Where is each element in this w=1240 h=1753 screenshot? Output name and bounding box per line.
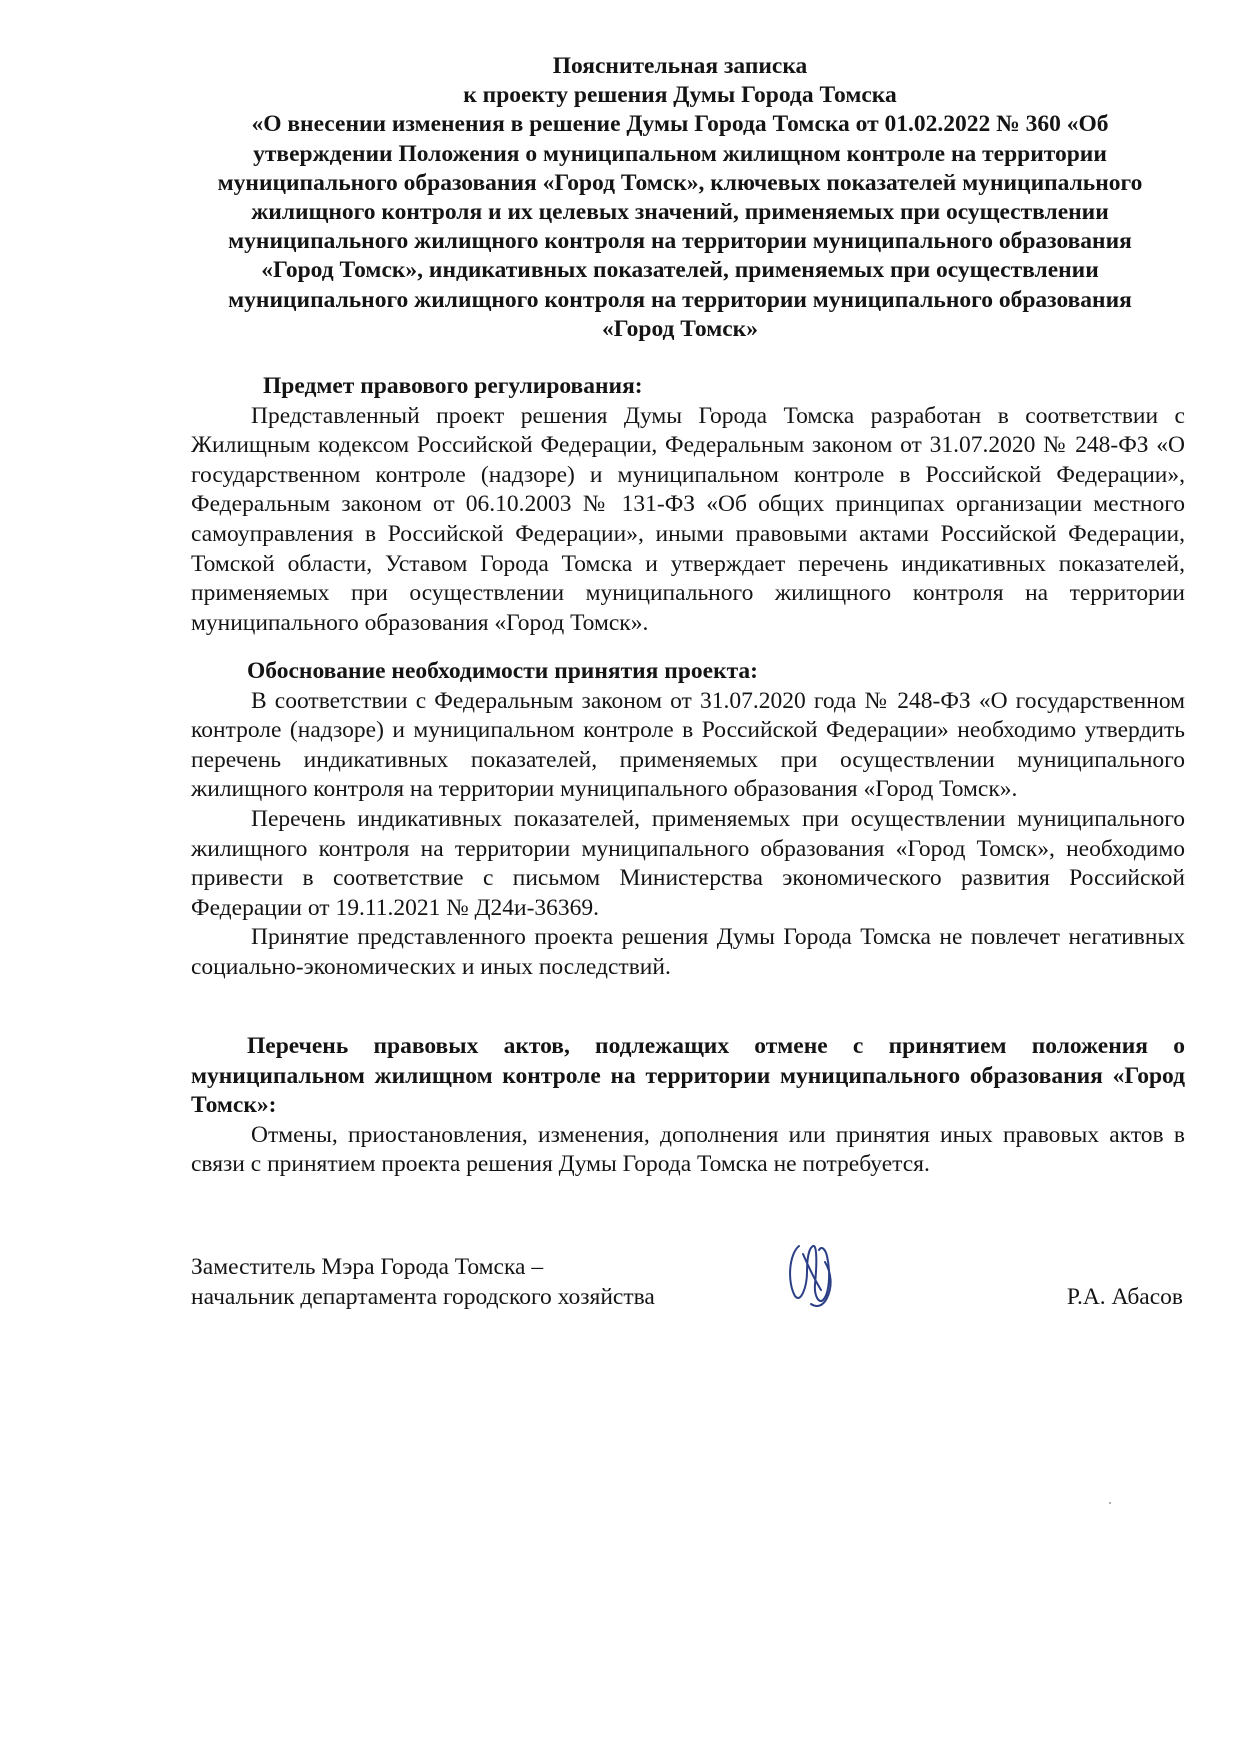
title-line: Пояснительная записка (552, 53, 808, 79)
title-line: «Город Томск», индикативных показателей, применяемых при осуществлении (261, 257, 1099, 284)
title-line: «О внесении изменения в решение Думы Города Томска от 01.02.2022 № 360 «Об (251, 111, 1109, 138)
section-heading: Обоснование необходимости принятия проекта: (247, 658, 759, 684)
title-line: к проекту решения Думы Города Томска (463, 82, 897, 109)
section-subject (191, 372, 1185, 638)
signature-block (191, 1252, 1185, 1332)
title-line: муниципального жилищного контроля на территории муниципального образования (228, 286, 1132, 313)
paragraph: Представленный проект решения Думы Города Томска разработан в соответствии с Жилищным кодексом Российской Федерации, Федеральным законом от 31.07.2020 № 248-ФЗ «О государственном контроле (надзоре) и муниципальном контроле в Российской Федерации», Федеральным законом от 06.10.2003 № 131-ФЗ «Об общих принципах организации местного самоуправления в Российской Федерации», иными правовыми актами Российской Федерации, Томской области, Уставом Города Томска и утверждает перечень индикативных показателей, применяемых при осуществлении муниципального жилищного контроля на территории муниципального образования «Город Томск». (191, 402, 1185, 636)
section-heading: Перечень правовых актов, подлежащих отмене с принятием положения о муниципальном жилищном контроле на территории муниципального образования «Город Томск»: (191, 1033, 1185, 1119)
paragraph: Перечень индикативных показателей, применяемых при осуществлении муниципального жилищного контроля на территории муниципального образования «Город Томск», необходимо привести в соответствие с письмом Министерства экономического развития Российской Федерации от 19.11.2021 № Д24и-36369. (191, 805, 1185, 921)
signatory-position (191, 1252, 751, 1312)
paragraph: В соответствии с Федеральным законом от 31.07.2020 года № 248-ФЗ «О государственном контроле (надзоре) и муниципальном контроле в Российской Федерации» необходимо утвердить перечень индикативных показателей, применяемых при осуществлении муниципального жилищного контроля на территории муниципального образования «Город Томск». (191, 687, 1185, 803)
title-line: «Город Томск» (602, 315, 758, 342)
title-line: утверждении Положения о муниципальном жилищном контроле на территории (253, 140, 1107, 167)
signatory-name: Р.А. Абасов (1066, 1284, 1183, 1310)
section-heading: Предмет правового регулирования: (263, 373, 643, 399)
title-line: муниципального образования «Город Томск», ключевых показателей муниципального (217, 169, 1143, 196)
position-line: Заместитель Мэра Города Томска – (191, 1254, 544, 1280)
title-line: жилищного контроля и их целевых значений, применяемых при осуществлении (251, 199, 1109, 226)
section-justification (191, 657, 1185, 983)
document-title (180, 52, 1180, 344)
section-repeal (191, 1032, 1185, 1180)
paragraph: Отмены, приостановления, изменения, дополнения или принятия иных правовых актов в связи с принятием проекта решения Думы Города Томска не потребуется. (191, 1121, 1185, 1178)
scan-speck (1109, 1502, 1111, 1504)
paragraph: Принятие представленного проекта решения Думы Города Томска не повлечет негативных социально-экономических и иных последствий. (191, 924, 1185, 980)
position-line: начальник департамента городского хозяйства (191, 1284, 655, 1310)
title-line: муниципального жилищного контроля на территории муниципального образования (228, 228, 1132, 255)
handwritten-signature-icon (781, 1234, 841, 1314)
